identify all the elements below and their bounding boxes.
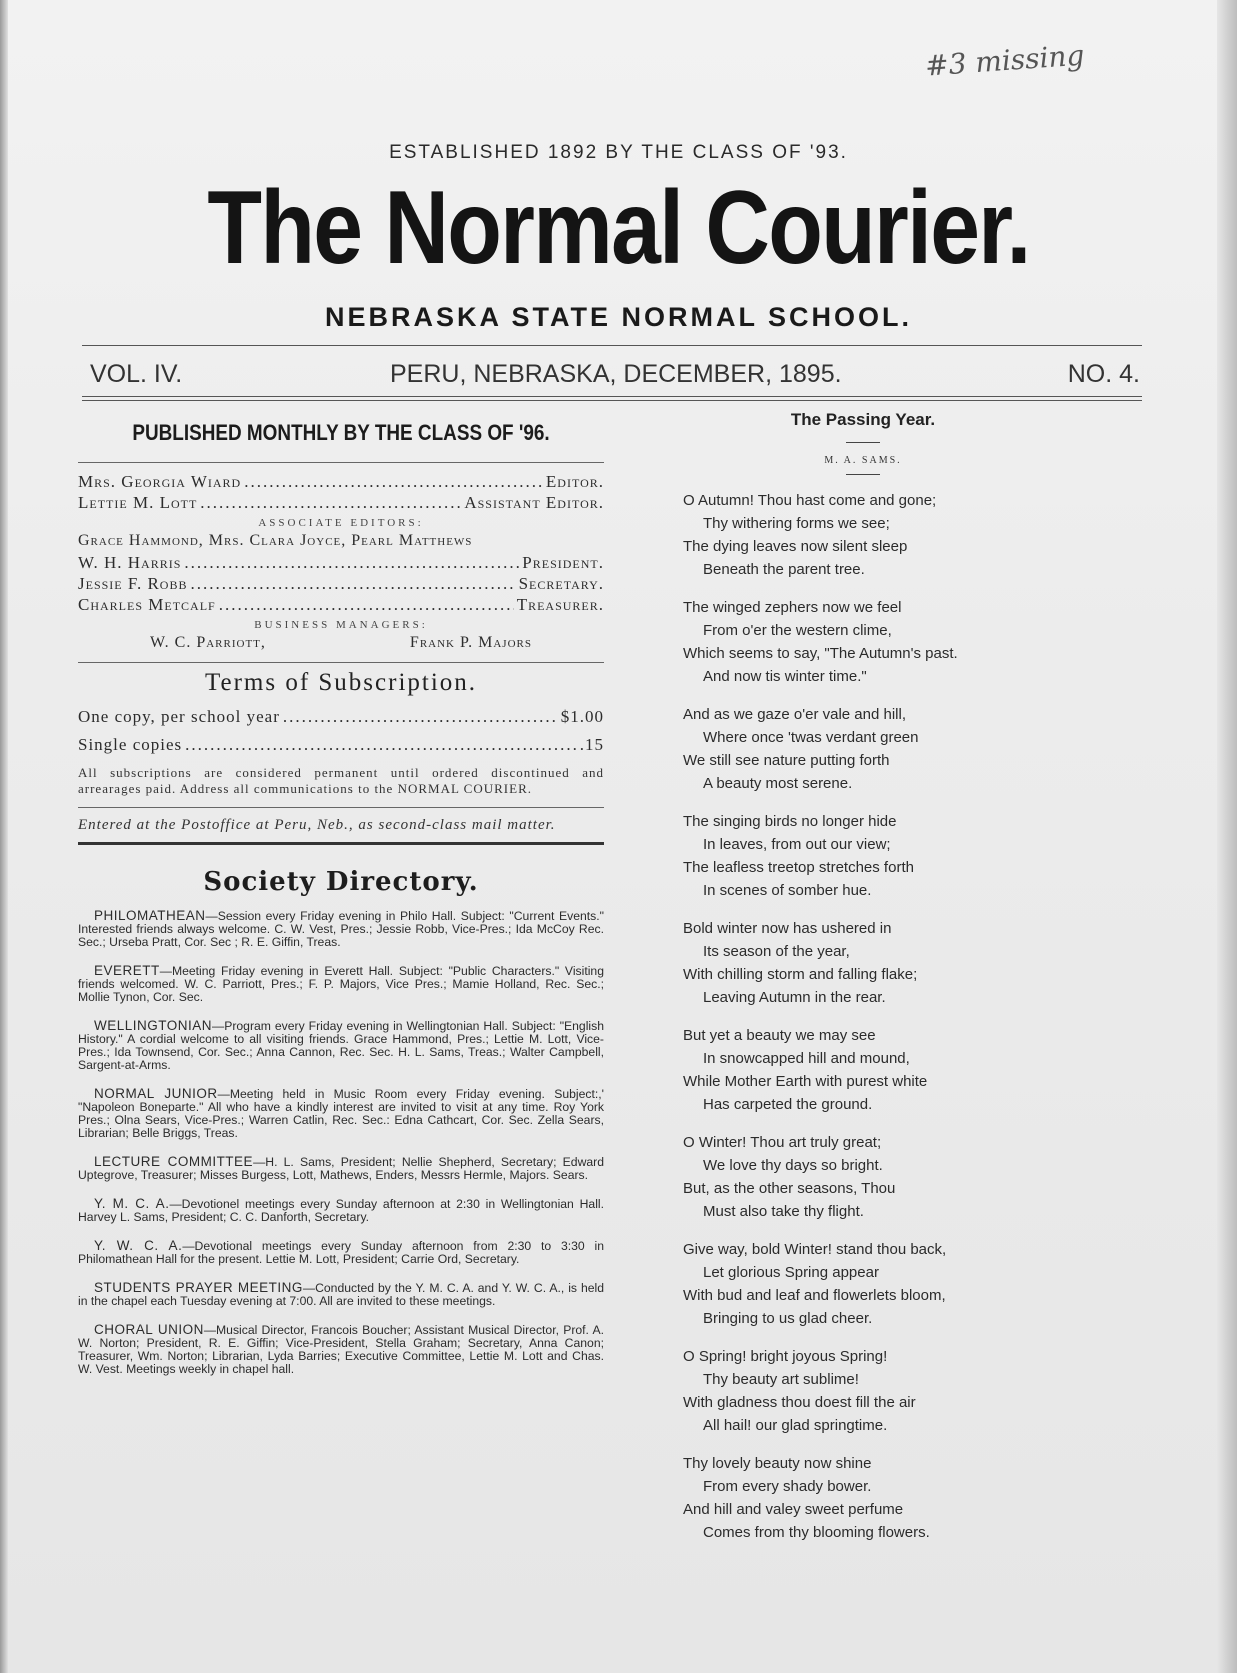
divider [78, 807, 604, 808]
divider [78, 462, 604, 463]
society-entry [78, 1087, 604, 1140]
society-entry [78, 1323, 604, 1376]
officer-row: Jessie F. Robb ..... Secretary. [78, 573, 604, 594]
poem-stanza [683, 489, 1043, 581]
masthead-title: The Normal Courier. [207, 170, 1030, 286]
price-row: Single copies ..... .15 [78, 731, 604, 759]
poem-stanza [683, 810, 1043, 902]
header-rule-top [82, 345, 1142, 346]
subscription-title: Terms of Subscription. [204, 669, 478, 696]
poem-line: Must also take thy flight. [703, 1203, 864, 1220]
society-details: —Meeting held in Music Room every Friday evening. Subject:,' "Napoleon Boneparte." All who have a kindly interest are invited to visit at any time. Roy York Pres.; Olna Sears, Vice-Pres.; Warren Catlin, Rec. Sec.: Edna Cathcart, Cor. Sec. Zella Sears, Librarian; Belle Briggs, Treas. [78, 1087, 604, 1140]
poem-line: From every shady bower. [703, 1478, 872, 1495]
poem-line: Thy beauty art sublime! [703, 1371, 859, 1388]
poem-line: Comes from thy blooming flowers. [703, 1524, 930, 1541]
officer-row: W. H. Harris ..... President. [78, 552, 604, 573]
poem-stanza [683, 917, 1043, 1009]
poem-line: While Mother Earth with purest white [683, 1073, 928, 1090]
society-name: WELLINGTONIAN [94, 1018, 213, 1033]
society-name: Y. M. C. A. [94, 1196, 170, 1211]
header-rule-bottom [82, 396, 1142, 397]
poem-line: Thy withering forms we see; [703, 515, 890, 532]
divider-thick [78, 842, 604, 845]
poem-stanza [683, 1345, 1043, 1437]
poem-line: Thy lovely beauty now shine [683, 1455, 872, 1472]
society-entry [78, 909, 604, 949]
society-entry [78, 1155, 604, 1182]
associate-label: ASSOCIATE EDITORS: [258, 517, 424, 529]
poem-line: Bold winter now has ushered in [683, 920, 892, 937]
poem-line: But, as the other seasons, Thou [683, 1180, 896, 1197]
society-name: EVERETT [94, 963, 160, 978]
society-entry [78, 1239, 604, 1266]
business-names: W. C. Parriott, Frank P. Majors [150, 634, 532, 651]
poem-line: The dying leaves now silent sleep [683, 538, 908, 555]
poem-line: The winged zephers now we feel [683, 599, 902, 616]
business-label: BUSINESS MANAGERS: [254, 619, 428, 631]
officer-row: Charles Metcalf ..... Treasurer. [78, 594, 604, 615]
published-line: PUBLISHED MONTHLY BY THE CLASS OF '96. [132, 420, 550, 445]
header-rule-bottom-2 [82, 400, 1142, 401]
place-date: PERU, NEBRASKA, DECEMBER, 1895. [390, 360, 842, 388]
page-edge [1217, 0, 1237, 1673]
society-details: —Program every Friday evening in Wellingtonian Hall. Subject: "English History." A cordial welcome to all visiting friends. Grace Hammond, Pres.; Lettie M. Lott, Vice-Pres.; Ida Townsend, Cor. Sec.; Anna Cannon, Rec. Sec. H. L. Sams, Treas.; Walter Campbell, Sargent-at-Arms. [78, 1019, 604, 1072]
poem-line: We still see nature putting forth [683, 752, 890, 769]
society-entry [78, 1281, 604, 1308]
society-name: LECTURE COMMITTEE [94, 1154, 254, 1169]
poem-line: The leafless treetop stretches forth [683, 859, 914, 876]
established-line: ESTABLISHED 1892 BY THE CLASS OF '93. [389, 142, 848, 163]
left-column [78, 420, 604, 1391]
society-name: PHILOMATHEAN [94, 908, 206, 923]
society-name: CHORAL UNION [94, 1322, 204, 1337]
poem-line: O Winter! Thou art truly great; [683, 1134, 882, 1151]
poem-stanza [683, 1131, 1043, 1223]
poem-stanza [683, 596, 1043, 688]
divider [78, 662, 604, 663]
poem-line: Leaving Autumn in the rear. [703, 989, 886, 1006]
divider [846, 442, 880, 443]
staff-row: Lettie M. Lott ..... Assistant Editor. [78, 492, 604, 513]
society-entry [78, 1019, 604, 1072]
poem-line: With bud and leaf and flowerlets bloom, [683, 1287, 946, 1304]
society-details: —Musical Director, Francois Boucher; Assistant Musical Director, Prof. A. W. Norton; President, R. E. Giffin; Vice-President, Stella Graham; Secretary, Anna Canon; Treasurer, Wm. Norton; Librarian, Lyda Barries; Executive Committee, Lettie M. Lott and Chas. W. Vest. Meetings weekly in chapel hall. [78, 1323, 604, 1376]
poem-line: And as we gaze o'er vale and hill, [683, 706, 907, 723]
poem-line: And hill and valey sweet perfume [683, 1501, 904, 1518]
society-list [78, 909, 604, 1376]
right-column [683, 410, 1043, 1559]
poem-line: Its season of the year, [703, 943, 850, 960]
poem-line: Bringing to us glad cheer. [703, 1310, 873, 1327]
issue-number: NO. 4. [1067, 360, 1140, 388]
postal-entry: Entered at the Postoffice at Peru, Neb., as second-class mail matter. [78, 817, 556, 833]
poem-line: From o'er the western clime, [703, 622, 892, 639]
society-details: —Devotionel meetings every Sunday afternoon at 2:30 in Wellingtonian Hall. Harvey L. Sams, President; C. C. Danforth, Secretary. [78, 1197, 604, 1224]
price-row: One copy, per school year ..... $1.00 [78, 703, 604, 731]
poem-line: But yet a beauty we may see [683, 1027, 876, 1044]
divider [846, 474, 880, 475]
society-details: —Meeting Friday evening in Everett Hall. Subject: "Public Characters." Visiting friends welcomed. W. C. Parriott, Pres.; F. P. Majors, Vice Pres.; Mamie Holland, Rec. Sec.; Mollie Tynon, Cor. Sec. [78, 964, 604, 1004]
poem-line: Has carpeted the ground. [703, 1096, 873, 1113]
society-details: —Devotional meetings every Sunday afternoon from 2:30 to 3:30 in Philomathean Hall for the present. Lettie M. Lott, President; Carrie Ord, Secretary. [78, 1239, 604, 1266]
poem-author: M. A. SAMS. [824, 455, 902, 466]
poem-line: With gladness thou doest fill the air [683, 1394, 916, 1411]
society-entry [78, 964, 604, 1004]
school-name: NEBRASKA STATE NORMAL SCHOOL. [324, 302, 912, 332]
poem-line: Which seems to say, "The Autumn's past. [683, 645, 958, 662]
poem-line: In leaves, from out our view; [703, 836, 891, 853]
poem-body [683, 489, 1043, 1544]
poem-line: O Spring! bright joyous Spring! [683, 1348, 888, 1365]
poem-stanza [683, 1452, 1043, 1544]
poem-line: We love thy days so bright. [703, 1157, 883, 1174]
poem-line: O Autumn! Thou hast come and gone; [683, 492, 937, 509]
society-details: —H. L. Sams, President; Nellie Shepherd, Secretary; Edward Uptegrove, Treasurer; Misses Burgess, Lott, Mathews, Enders, Messrs Hermle, Majors. Sears. [78, 1155, 604, 1182]
poem-title: The Passing Year. [790, 410, 936, 429]
society-name: STUDENTS PRAYER MEETING [94, 1280, 303, 1295]
society-directory-title: Society Directory. [203, 867, 479, 897]
society-name: Y. W. C. A. [94, 1238, 183, 1253]
subscription-note: All subscriptions are considered permanent until ordered discontinued and arrearages paid. Address all communications to the NORMAL COURIER. [78, 765, 604, 796]
society-details: —Session every Friday evening in Philo Hall. Subject: "Current Events." Interested friends always welcome. C. W. Vest, Pres.; Jessie Robb, Vice-Pres.; Ida McCoy Rec. Sec.; Urseba Pratt, Cor. Sec ; R. E. Giffin, Treas. [78, 909, 604, 949]
poem-line: A beauty most serene. [703, 775, 853, 792]
poem-stanza [683, 1238, 1043, 1330]
society-details: —Conducted by the Y. M. C. A. and Y. W. C. A., is held in the chapel each Tuesday evening at 7:00. All are invited to these meetings. [78, 1281, 604, 1308]
page-spine [0, 0, 8, 1673]
society-entry [78, 1197, 604, 1224]
poem-stanza [683, 703, 1043, 795]
society-name: NORMAL JUNIOR [94, 1086, 218, 1101]
handwritten-note: #3 missing [924, 38, 1086, 83]
poem-line: Beneath the parent tree. [703, 561, 865, 578]
poem-line: The singing birds no longer hide [683, 813, 897, 830]
poem-line: Where once 'twas verdant green [703, 729, 919, 746]
staff-row: Mrs. Georgia Wiard ..... Editor. [78, 471, 604, 492]
poem-line: In snowcapped hill and mound, [703, 1050, 910, 1067]
poem-line: All hail! our glad springtime. [703, 1417, 888, 1434]
volume-number: VOL. IV. [90, 360, 183, 388]
poem-line: Give way, bold Winter! stand thou back, [683, 1241, 947, 1258]
poem-line: In scenes of somber hue. [703, 882, 872, 899]
poem-stanza [683, 1024, 1043, 1116]
poem-line: With chilling storm and falling flake; [683, 966, 918, 983]
poem-line: Let glorious Spring appear [703, 1264, 879, 1281]
associate-names: Grace Hammond, Mrs. Clara Joyce, Pearl Matthews [78, 532, 473, 549]
poem-line: And now tis winter time." [703, 668, 867, 685]
